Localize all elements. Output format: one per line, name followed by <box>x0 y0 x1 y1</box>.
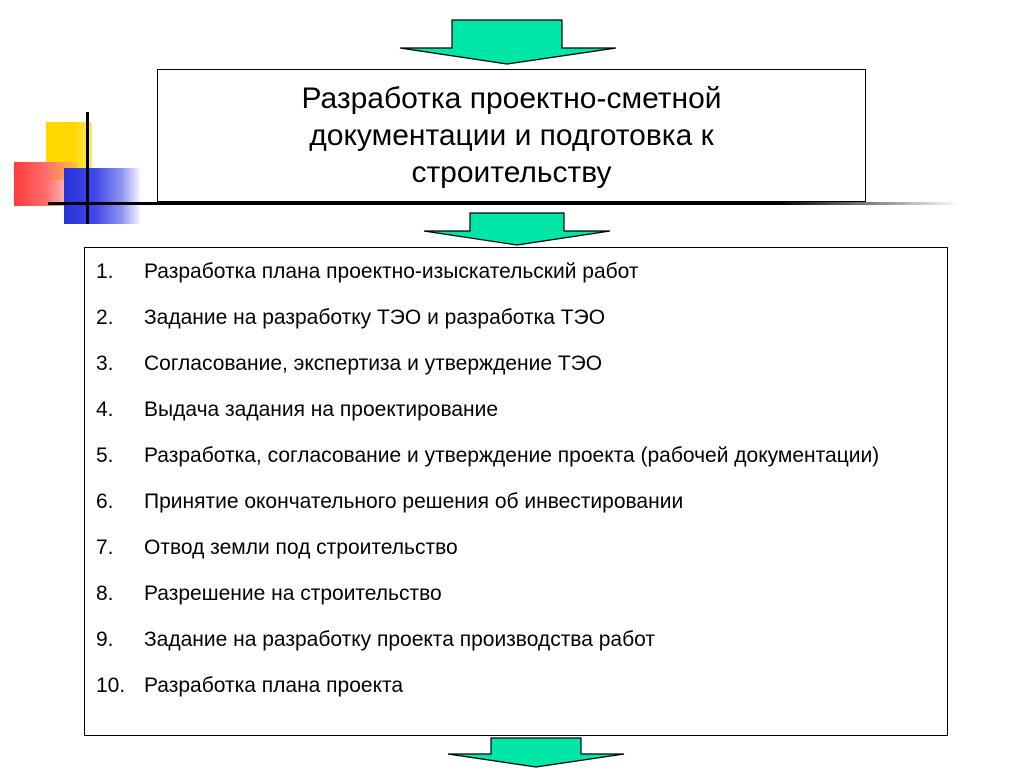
step-number: 9. <box>96 628 114 651</box>
step-text: Разработка плана проекта <box>144 674 404 697</box>
arrow-down-icon <box>398 19 618 65</box>
list-item <box>85 395 947 425</box>
step-number: 7. <box>96 536 114 559</box>
list-item <box>85 625 947 655</box>
vertical-rule <box>86 112 89 224</box>
step-number: 5. <box>96 444 114 467</box>
steps-box <box>84 247 948 736</box>
step-number: 8. <box>96 582 114 605</box>
step-number: 3. <box>96 352 114 375</box>
step-number: 2. <box>96 306 114 329</box>
step-number: 1. <box>96 260 114 283</box>
step-text: Принятие окончательного решения об инвестировании <box>144 490 684 513</box>
step-number: 10. <box>96 674 126 697</box>
horizontal-rule <box>48 202 960 205</box>
steps-list <box>85 257 947 701</box>
step-text: Согласование, экспертиза и утверждение ТЭО <box>144 352 603 375</box>
step-number: 6. <box>96 490 114 513</box>
list-item <box>85 349 947 379</box>
step-text: Отвод земли под строительство <box>144 536 458 559</box>
list-item <box>85 671 947 701</box>
list-item <box>85 441 947 471</box>
step-text: Задание на разработку проекта производства работ <box>144 628 655 651</box>
step-text: Разработка, согласование и утверждение проекта (рабочей документации) <box>144 444 880 467</box>
step-text: Разрешение на строительство <box>144 582 442 605</box>
step-number: 4. <box>96 398 114 421</box>
title-box <box>157 69 866 202</box>
list-item <box>85 487 947 517</box>
list-item <box>85 579 947 609</box>
step-text: Разработка плана проектно-изыскательский работ <box>144 260 639 283</box>
list-item <box>85 257 947 287</box>
list-item <box>85 303 947 333</box>
step-text: Задание на разработку ТЭО и разработка ТЭО <box>144 306 606 329</box>
arrow-down-icon <box>446 737 626 768</box>
blue-square <box>64 168 140 224</box>
arrow-down-icon <box>422 212 612 246</box>
decorative-logo <box>0 0 180 240</box>
list-item <box>85 533 947 563</box>
step-text: Выдача задания на проектирование <box>144 398 499 421</box>
page-title: Разработка проектно-сметной документации и подготовка к строительству <box>301 82 722 189</box>
